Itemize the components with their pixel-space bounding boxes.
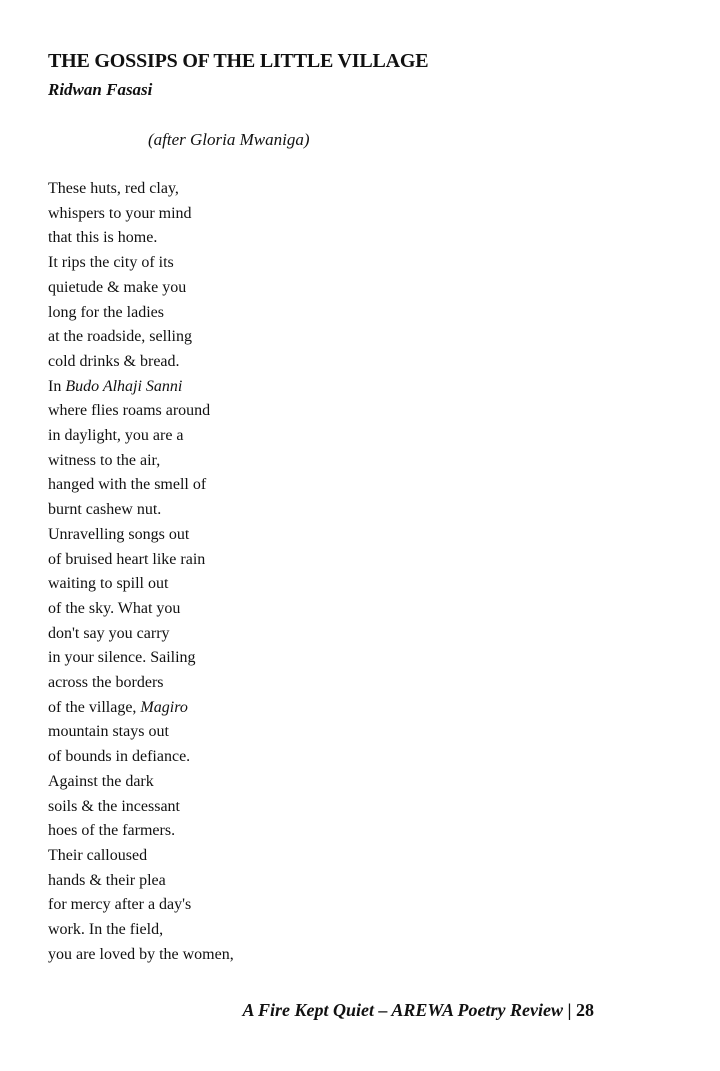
poem-line-italic-segment: Budo Alhaji Sanni <box>65 377 183 395</box>
poem-line <box>48 301 234 326</box>
poem-line-segment: that this is home. <box>48 229 158 247</box>
poem-body <box>48 177 234 968</box>
footer-separator: | <box>563 1000 576 1020</box>
poem-line <box>48 424 234 449</box>
page-number: 28 <box>576 1000 594 1020</box>
poem-line-segment: mountain stays out <box>48 723 169 741</box>
poem-line-segment: of bounds in defiance. <box>48 748 191 766</box>
poem-line-segment: at the roadside, selling <box>48 328 192 346</box>
poem-line-segment: long for the ladies <box>48 303 164 321</box>
poem-line <box>48 893 234 918</box>
poem-line-segment: cold drinks & bread. <box>48 352 180 370</box>
poem-line <box>48 548 234 573</box>
poem-line-segment: hoes of the farmers. <box>48 822 176 840</box>
poem-line-segment: where flies roams around <box>48 402 211 420</box>
poem-line <box>48 622 234 647</box>
poem-line <box>48 844 234 869</box>
poem-line-segment: burnt cashew nut. <box>48 501 162 519</box>
poem-line-segment: work. In the field, <box>48 921 164 939</box>
poem-line-segment: for mercy after a day's <box>48 896 192 914</box>
poem-line-segment: of the sky. What you <box>48 599 181 617</box>
poem-line-segment: waiting to spill out <box>48 575 169 593</box>
poem-line <box>48 523 234 548</box>
poem-line <box>48 399 234 424</box>
poem-line <box>48 251 234 276</box>
poem-line <box>48 177 234 202</box>
poem-line <box>48 276 234 301</box>
poem-line <box>48 869 234 894</box>
poem-line <box>48 671 234 696</box>
poem-line-segment: of the village, <box>48 698 141 716</box>
poem-line-segment: hands & their plea <box>48 871 166 889</box>
poem-line <box>48 943 234 968</box>
page-footer <box>243 1000 594 1021</box>
poem-line-segment: Against the dark <box>48 772 154 790</box>
poem-line-segment: Unravelling songs out <box>48 525 190 543</box>
poem-line-segment: across the borders <box>48 674 164 692</box>
poem-line-segment: in daylight, you are a <box>48 427 184 445</box>
poem-line-segment: don't say you carry <box>48 624 170 642</box>
poem-line <box>48 375 234 400</box>
poem-line <box>48 350 234 375</box>
poem-line <box>48 597 234 622</box>
poem-line-segment: Their calloused <box>48 846 148 864</box>
poem-line-segment: in your silence. Sailing <box>48 649 196 667</box>
poem-line <box>48 325 234 350</box>
poem-line <box>48 572 234 597</box>
journal-name: A Fire Kept Quiet – AREWA Poetry Review <box>242 1000 564 1020</box>
poem-title: THE GOSSIPS OF THE LITTLE VILLAGE <box>48 50 429 72</box>
poem-line-segment: soils & the incessant <box>48 797 180 815</box>
poem-line <box>48 696 234 721</box>
poem-line <box>48 745 234 770</box>
poem-line <box>48 819 234 844</box>
poem-line-segment: whispers to your mind <box>48 204 192 222</box>
poem-line <box>48 770 234 795</box>
poem-epigraph: (after Gloria Mwaniga) <box>148 130 310 149</box>
poem-line <box>48 646 234 671</box>
poem-line <box>48 202 234 227</box>
poem-line-segment: of bruised heart like rain <box>48 550 206 568</box>
poem-line-segment: quietude & make you <box>48 278 187 296</box>
poem-line-segment: These huts, red clay, <box>48 180 179 197</box>
poem-line <box>48 795 234 820</box>
poem-line-segment: In <box>48 377 66 395</box>
poem-line-italic-segment: Magiro <box>140 698 188 716</box>
poem-author: Ridwan Fasasi <box>48 80 153 99</box>
poem-line-segment: you are loved by the women, <box>48 945 234 963</box>
poem-line <box>48 720 234 745</box>
poem-line <box>48 449 234 474</box>
poem-line <box>48 498 234 523</box>
poem-line <box>48 473 234 498</box>
poem-line-segment: hanged with the smell of <box>48 476 207 494</box>
poem-line-segment: It rips the city of its <box>48 254 174 272</box>
poem-line <box>48 226 234 251</box>
poem-line-segment: witness to the air, <box>48 451 161 469</box>
poem-line <box>48 918 234 943</box>
